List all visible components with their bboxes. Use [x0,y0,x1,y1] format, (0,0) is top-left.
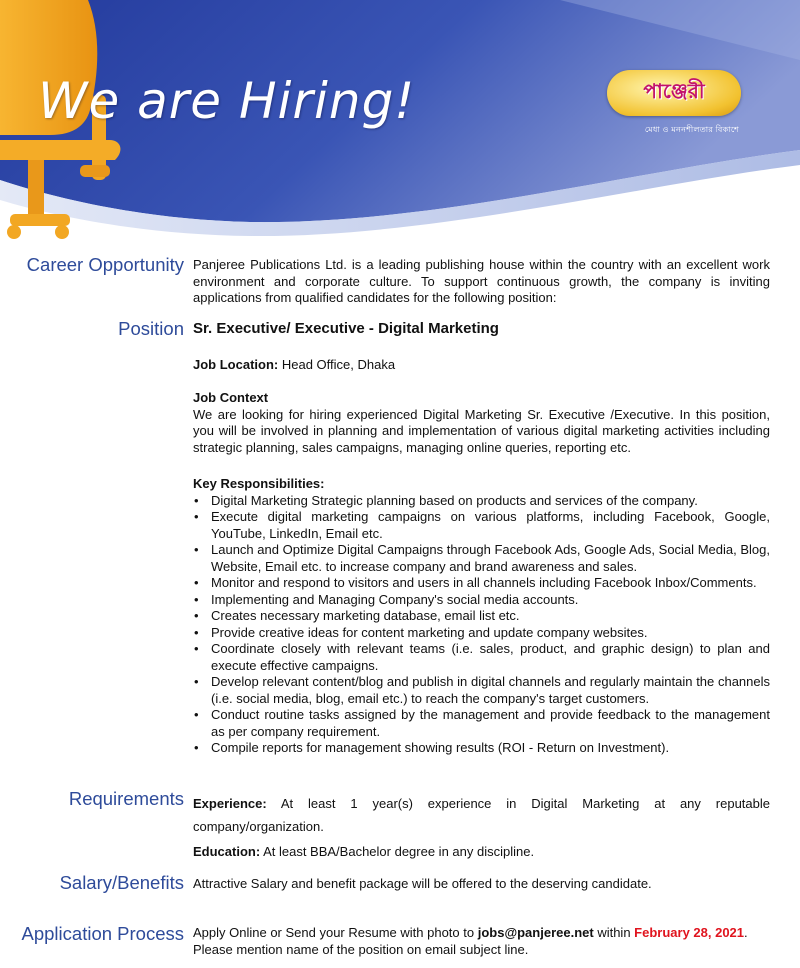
application-text: Apply Online or Send your Resume with photo to [193,925,478,940]
application-line-2: Please mention name of the position on email subject line. [193,941,529,957]
application-within: within [593,925,635,940]
list-item: • Develop relevant content/blog and publish in digital channels and regularly maintain the channels (i.e. social media, blog, email etc.) to reach the company's target customers. [193,674,770,707]
career-label: Career Opportunity [26,254,184,275]
responsibilities-list [193,493,770,757]
list-item: • Implementing and Managing Company's social media accounts. [193,592,770,609]
list-item: • Conduct routine tasks assigned by the management and provide feedback to the management as per company requirement. [193,707,770,740]
career-text: Panjeree Publications Ltd. is a leading publishing house within the country with an excellent work environment and corporate culture. To support continuous growth, the company is inviting applications from qualified candidates for the following position: [193,257,770,305]
header-banner [0,0,800,250]
list-item: • Monitor and respond to visitors and users in all channels including Facebook Inbox/Comments. [193,575,770,592]
company-logo [607,70,741,116]
job-context-text: We are looking for hiring experienced Digital Marketing Sr. Executive /Executive. In this position, you will be involved in planning and implementation of various digital marketing activities including strategic planning, sales campaigns, managing online queries, reporting etc. [193,406,770,455]
application-email[interactable]: jobs@panjeree.net [477,925,594,940]
list-item: • Coordinate closely with relevant teams (i.e. sales, product, and graphic design) to plan and execute effective campaigns. [193,641,770,674]
education-label: Education: [193,844,261,859]
position-title: Sr. Executive/ Executive - Digital Marketing [193,320,499,337]
list-item: • Digital Marketing Strategic planning based on products and services of the company. [193,493,770,510]
hiring-headline: We are Hiring! [38,72,416,130]
education [193,840,770,863]
job-location-value: Head Office, Dhaka [281,356,396,372]
logo-text: পাঞ্জেরী [643,78,705,103]
education-text: At least BBA/Bachelor degree in any discipline. [263,844,535,859]
job-location [193,357,770,374]
experience [193,792,770,838]
list-item: • Execute digital marketing campaigns on various platforms, including Facebook, Google, YouTube, LinkedIn, Email etc. [193,509,770,542]
application-label: Application Process [21,923,184,944]
experience-label: Experience: [193,796,267,811]
application-line-1 [193,925,783,942]
list-item: • Compile reports for management showing results (ROI - Return on Investment). [193,740,770,757]
application-deadline: February 28, 2021 [634,925,745,940]
application-period: . [744,925,748,940]
salary-label: Salary/Benefits [59,872,184,893]
job-location-label: Job Location: [193,356,279,372]
requirements-label: Requirements [68,788,184,809]
responsibilities-heading: Key Responsibilities: [193,476,325,491]
salary-text: Attractive Salary and benefit package will be offered to the deserving candidate. [193,876,652,891]
job-context-heading: Job Context [193,390,269,405]
list-item: • Launch and Optimize Digital Campaigns through Facebook Ads, Google Ads, Social Media, Blog, Website, Email etc. to increase company and brand awareness and sales. [193,542,770,575]
list-item: • Provide creative ideas for content marketing and update company websites. [193,625,770,642]
logo-tagline: মেধা ও মননশীলতার বিকাশে [644,125,740,134]
position-label: Position [118,318,184,339]
experience-text: At least 1 year(s) experience in Digital Marketing at any reputable company/organization. [193,796,770,834]
list-item: • Creates necessary marketing database, email list etc. [193,608,770,625]
